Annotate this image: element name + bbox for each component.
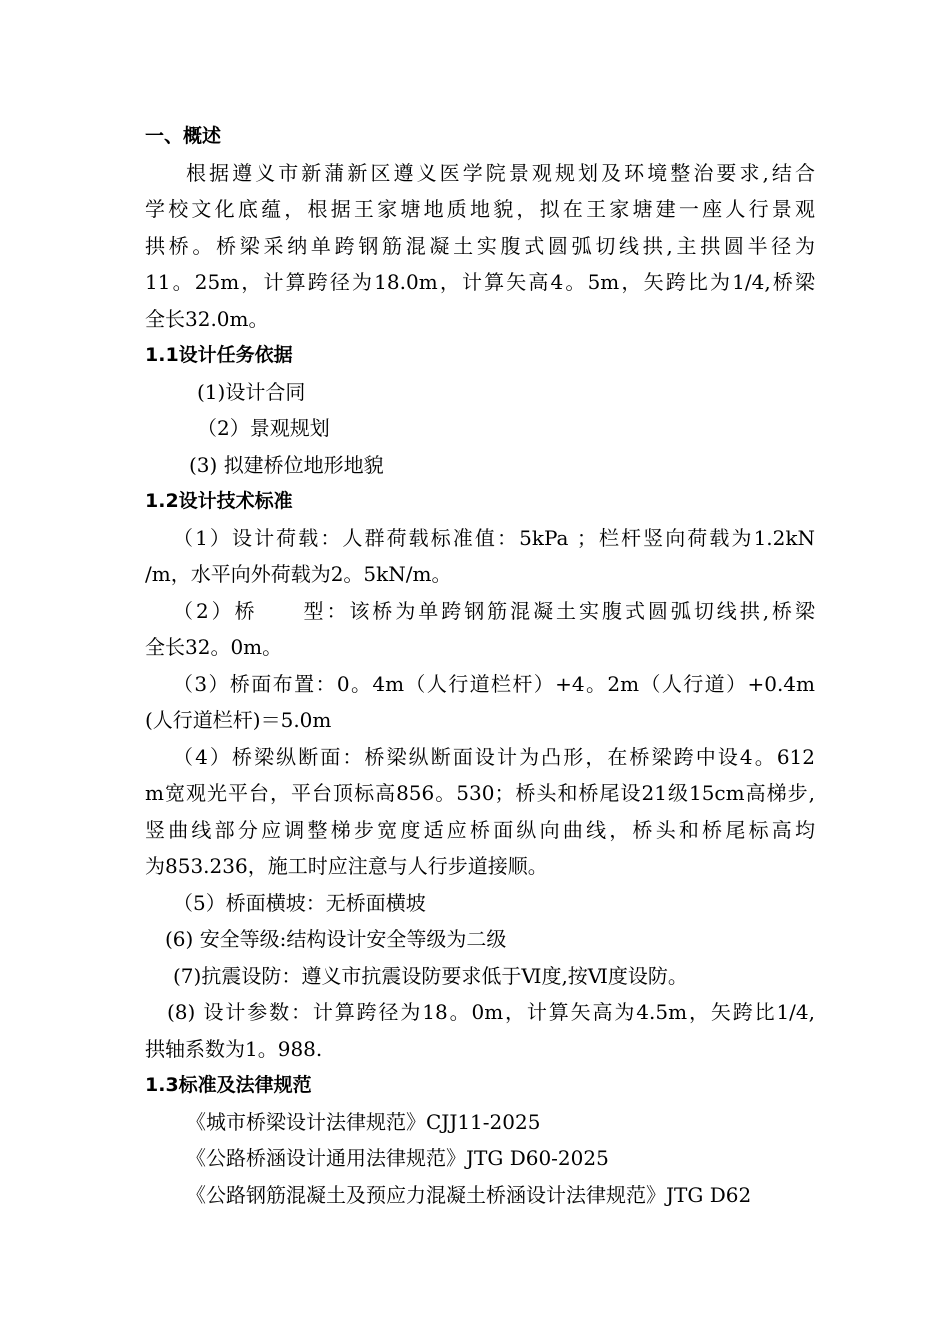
- overview-paragraph: [145, 155, 815, 338]
- overview-line: 拱桥。桥梁采纳单跨钢筋混凝土实腹式圆弧切线拱,主拱圆半径为: [145, 233, 815, 258]
- standard-item-3-cont: (人行道栏杆)＝5.0m: [145, 708, 332, 732]
- list-item: (1)设计合同: [197, 379, 306, 404]
- regulation-item: 《城市桥梁设计法律规范》CJJ11-2025: [186, 1109, 541, 1134]
- regulation-item: 《公路钢筋混凝土及预应力混凝土桥涵设计法律规范》JTG D62: [186, 1182, 752, 1207]
- standard-item-4-cont: 竖曲线部分应调整梯步宽度适应桥面纵向曲线，桥头和桥尾标高均: [145, 817, 815, 842]
- standard-item-3: （3）桥面布置：0。4m（人行道栏杆）+4。2m（人行道）+0.4m: [173, 671, 815, 696]
- regulation-item: 《公路桥涵设计通用法律规范》JTG D60-2025: [186, 1146, 609, 1170]
- standard-item-4-cont: 为853.236，施工时应注意与人行步道接顺。: [145, 854, 548, 878]
- standard-item-1: （1）设计荷载：人群荷载标准值：5kPa ；栏杆竖向荷载为1.2kN: [173, 525, 815, 550]
- standard-item-8: (8) 设计参数：计算跨径为18。0m，计算矢高为4.5m，矢跨比1/4,: [167, 1000, 815, 1024]
- list-item: (3) 拟建桥位地形地貌: [189, 452, 384, 477]
- section-title: 一、概述: [145, 125, 222, 147]
- standard-item-5: （5）桥面横坡：无桥面横坡: [173, 890, 426, 915]
- standard-item-6: (6) 安全等级:结构设计安全等级为二级: [165, 927, 507, 951]
- overview-line: 根据遵义市新蒲新区遵义医学院景观规划及环境整治要求,结合: [186, 160, 815, 185]
- document-page: [145, 118, 815, 1213]
- standard-item-7: (7)抗震设防：遵义市抗震设防要求低于Ⅵ度,按Ⅵ度设防。: [173, 963, 688, 988]
- standard-item-8-cont: 拱轴系数为1。988.: [145, 1036, 323, 1061]
- heading-1-2: 1.2设计技术标准: [145, 490, 293, 512]
- standard-item-2: （2）桥 型：该桥为单跨钢筋混凝土实腹式圆弧切线拱,桥梁: [173, 598, 815, 623]
- heading-1-1: 1.1设计任务依据: [145, 344, 293, 366]
- list-item: （2）景观规划: [197, 416, 330, 440]
- standard-item-1-cont: /m，水平向外荷载为2。5kN/m。: [145, 562, 452, 586]
- standard-item-4-cont: m宽观光平台，平台顶标高856。530；桥头和桥尾设21级15cm高梯步,: [145, 781, 815, 805]
- standard-item-2-cont: 全长32。0m。: [145, 635, 283, 659]
- standard-item-4: （4）桥梁纵断面：桥梁纵断面设计为凸形，在桥梁跨中设4。612: [173, 744, 815, 769]
- overview-line: 全长32.0m。: [145, 306, 269, 331]
- overview-line: 11。25m，计算跨径为18.0m，计算矢高4。5m，矢跨比为1/4,桥梁: [145, 270, 815, 294]
- heading-1-3: 1.3标准及法律规范: [145, 1074, 312, 1096]
- overview-line: 学校文化底蕴，根据王家塘地质地貌，拟在王家塘建一座人行景观: [145, 197, 815, 221]
